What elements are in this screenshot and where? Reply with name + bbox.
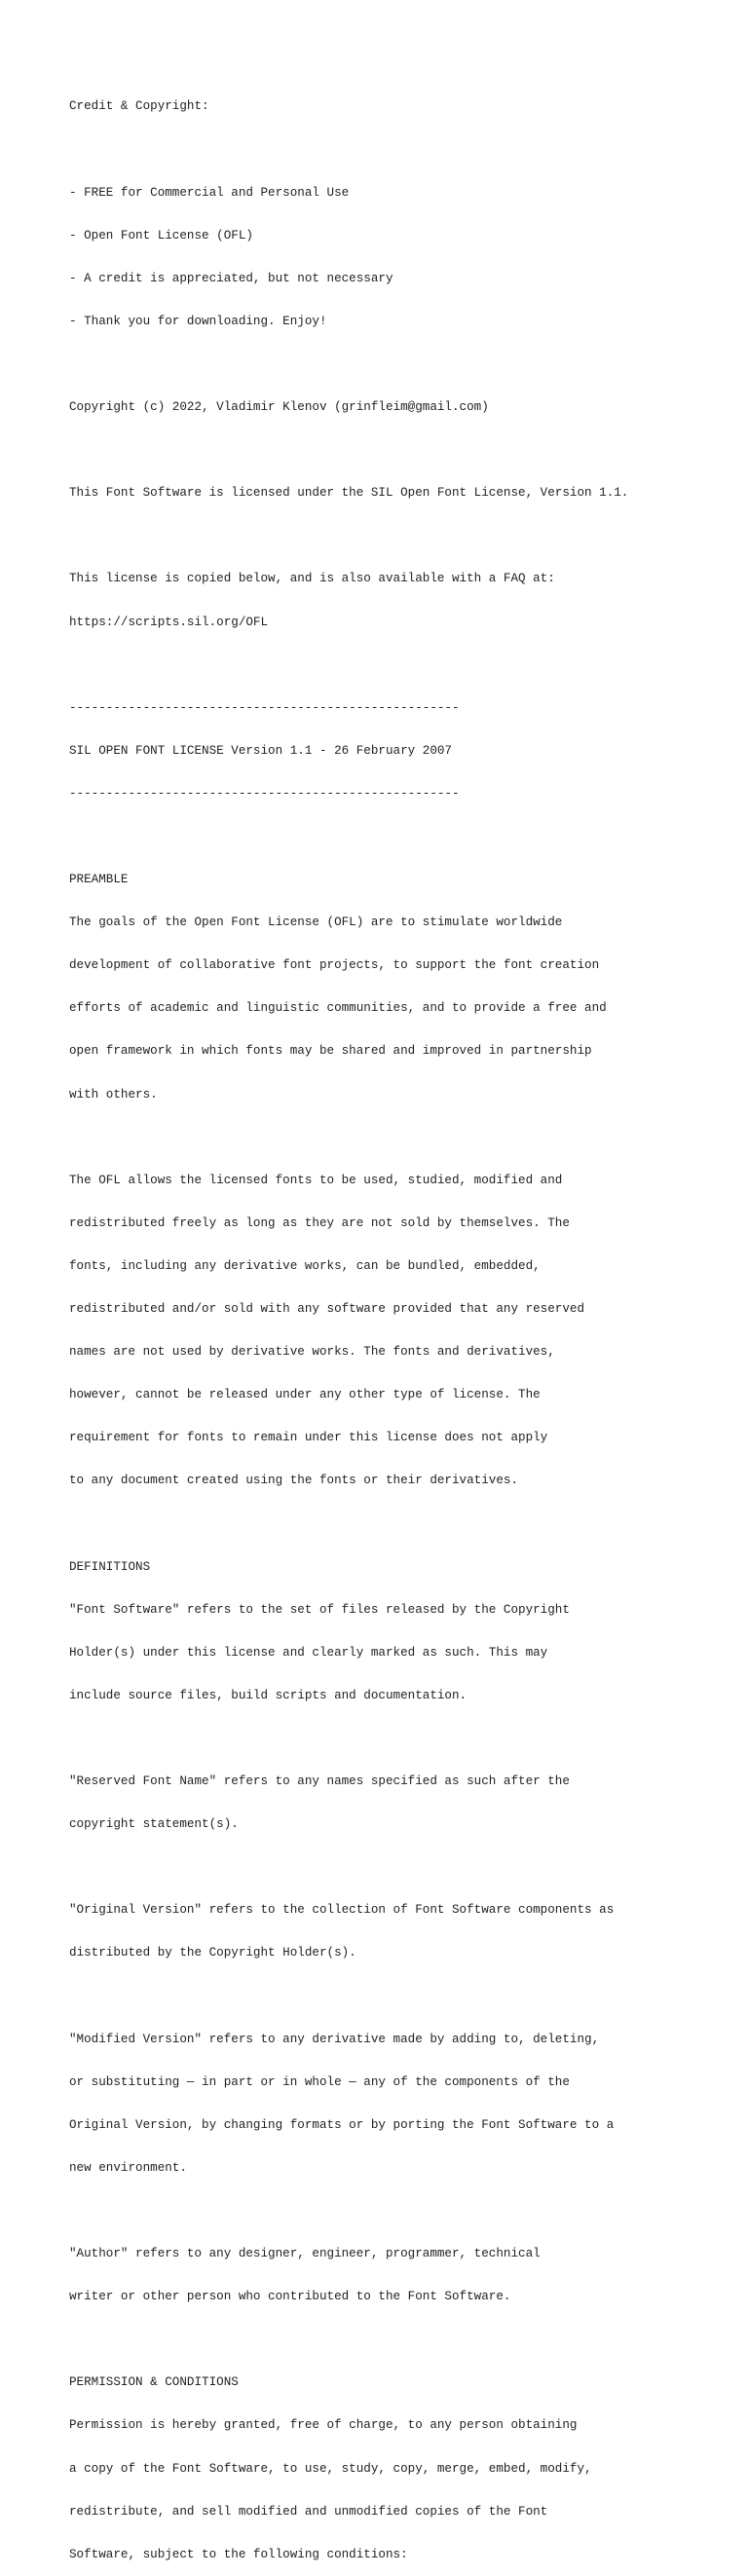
blank-line bbox=[69, 658, 731, 673]
preamble-text: open framework in which fonts may be shared and improved in partnership bbox=[69, 1044, 592, 1059]
definition-text: "Author" refers to any designer, engineer, programmer, technical bbox=[69, 2247, 541, 2261]
definition-text: Holder(s) under this license and clearly marked as such. This may bbox=[69, 1645, 548, 1660]
definition-text: "Reserved Font Name" refers to any names specified as such after the bbox=[69, 1774, 570, 1789]
permission-text: redistribute, and sell modified and unmodified copies of the Font bbox=[69, 2504, 548, 2519]
license-title: SIL OPEN FONT LICENSE Version 1.1 - 26 February 2007 bbox=[69, 743, 452, 758]
definitions-heading: DEFINITIONS bbox=[69, 1559, 151, 1574]
license-statement: This Font Software is licensed under the SIL Open Font License, Version 1.1. bbox=[69, 486, 629, 501]
separator-line: ----------------------------------------------------- bbox=[69, 700, 460, 715]
definition-text: writer or other person who contributed to the Font Software. bbox=[69, 2290, 511, 2304]
definition-text: new environment. bbox=[69, 2160, 187, 2175]
permission-text: Permission is hereby granted, free of charge, to any person obtaining bbox=[69, 2418, 578, 2433]
preamble-text: The goals of the Open Font License (OFL) are to stimulate worldwide bbox=[69, 915, 563, 930]
blank-line bbox=[69, 443, 731, 458]
definition-text: "Original Version" refers to the collection of Font Software components as bbox=[69, 1903, 615, 1918]
credit-item: - Open Font License (OFL) bbox=[69, 228, 253, 243]
permission-text: a copy of the Font Software, to use, study, copy, merge, embed, modify, bbox=[69, 2461, 592, 2476]
definition-text: copyright statement(s). bbox=[69, 1817, 239, 1832]
definition-text: distributed by the Copyright Holder(s). bbox=[69, 1946, 356, 1960]
definition-text: "Modified Version" refers to any derivative made by adding to, deleting, bbox=[69, 2032, 600, 2046]
blank-line bbox=[69, 1517, 731, 1532]
preamble-text: The OFL allows the licensed fonts to be used, studied, modified and bbox=[69, 1173, 563, 1187]
credit-item: - FREE for Commercial and Personal Use bbox=[69, 185, 350, 200]
definition-text: or substituting — in part or in whole — any of the components of the bbox=[69, 2074, 570, 2089]
credit-item: - A credit is appreciated, but not necessary bbox=[69, 271, 393, 285]
license-document bbox=[69, 71, 731, 2576]
blank-line bbox=[69, 529, 731, 543]
license-copy-note: This license is copied below, and is also available with a FAQ at: bbox=[69, 572, 555, 586]
preamble-text: with others. bbox=[69, 1087, 158, 1101]
preamble-text: efforts of academic and linguistic communities, and to provide a free and bbox=[69, 1001, 607, 1016]
preamble-text: to any document created using the fonts or their derivatives. bbox=[69, 1474, 519, 1488]
preamble-text: redistributed and/or sold with any software provided that any reserved bbox=[69, 1302, 585, 1317]
preamble-text: development of collaborative font projects, to support the font creation bbox=[69, 958, 600, 973]
preamble-text: fonts, including any derivative works, can be bundled, embedded, bbox=[69, 1258, 541, 1273]
separator-line: ----------------------------------------------------- bbox=[69, 786, 460, 801]
preamble-text: requirement for fonts to remain under this license does not apply bbox=[69, 1431, 548, 1445]
blank-line bbox=[69, 143, 731, 158]
blank-line bbox=[69, 1732, 731, 1746]
credit-item: - Thank you for downloading. Enjoy! bbox=[69, 314, 327, 328]
preamble-text: names are not used by derivative works. The fonts and derivatives, bbox=[69, 1345, 555, 1360]
preamble-text: redistributed freely as long as they are not sold by themselves. The bbox=[69, 1215, 570, 1230]
permission-text: Software, subject to the following conditions: bbox=[69, 2547, 408, 2561]
credit-heading: Credit & Copyright: bbox=[69, 99, 209, 114]
license-url: https://scripts.sil.org/OFL bbox=[69, 615, 269, 629]
definition-text: Original Version, by changing formats or by porting the Font Software to a bbox=[69, 2117, 615, 2132]
definition-text: "Font Software" refers to the set of files released by the Copyright bbox=[69, 1602, 570, 1617]
copyright-line: Copyright (c) 2022, Vladimir Klenov (grinfleim@gmail.com) bbox=[69, 400, 489, 415]
blank-line bbox=[69, 1860, 731, 1875]
blank-line bbox=[69, 2333, 731, 2347]
definition-text: include source files, build scripts and documentation. bbox=[69, 1688, 468, 1702]
blank-line bbox=[69, 1131, 731, 1145]
blank-line bbox=[69, 830, 731, 844]
permission-heading: PERMISSION & CONDITIONS bbox=[69, 2375, 239, 2390]
blank-line bbox=[69, 2204, 731, 2219]
preamble-text: however, cannot be released under any other type of license. The bbox=[69, 1388, 541, 1402]
preamble-heading: PREAMBLE bbox=[69, 873, 129, 887]
blank-line bbox=[69, 1990, 731, 2004]
blank-line bbox=[69, 357, 731, 372]
